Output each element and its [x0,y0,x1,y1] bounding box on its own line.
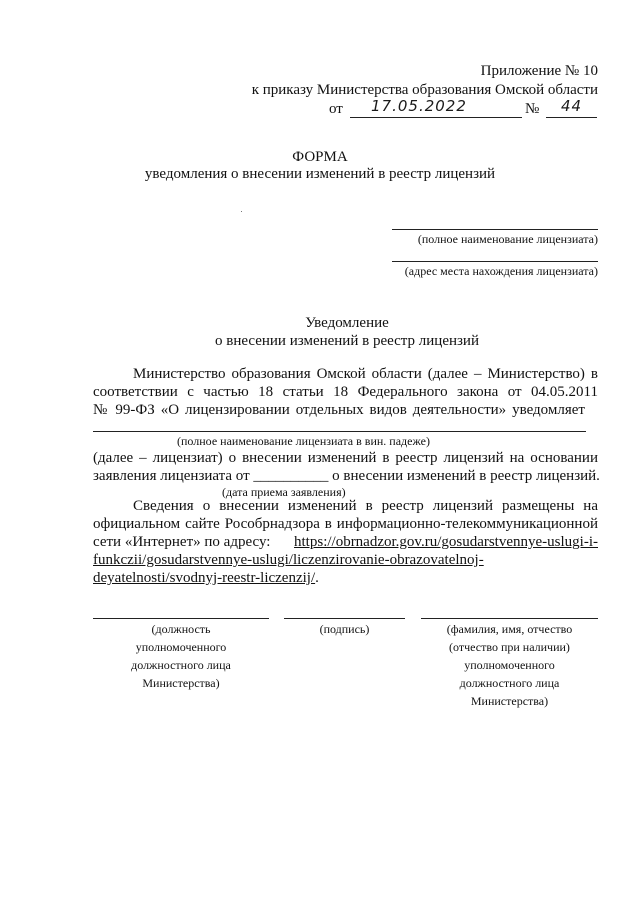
paragraph-3-line-2: официальном сайте Рособрнадзора в информационно-телекоммуникационной [93,516,598,532]
handwritten-order-number: 44 [561,97,583,115]
signature-caption-line: (подпись) [319,622,370,636]
full-name-caption-line: должностного лица [459,676,560,690]
licensee-address-line [392,261,598,262]
notice-title: Уведомление [305,315,389,331]
licensee-name-caption: (полное наименование лицензиата) [417,232,598,246]
licensee-accusative-caption: (полное наименование лицензиата в вин. падеже) [177,434,430,448]
registry-link-part-3[interactable]: deyatelnosti/svodnyj-reestr-liczenzij/ [93,570,316,586]
appendix-number: Приложение № 10 [480,63,598,79]
position-caption-line: должностного лица [131,658,231,672]
from-label: от [329,101,343,117]
form-subtitle: уведомления о внесении изменений в реестр лицензий [144,166,496,182]
application-date-label: заявления лицензиата от [93,468,250,484]
paragraph-1-line-3: № 99-ФЗ «О лицензировании отдельных видов деятельности» уведомляет [93,402,585,418]
full-name-caption [421,622,598,709]
position-caption-line: уполномоченного [135,640,227,654]
paragraph-3-line-5 [93,569,319,587]
order-reference: к приказу Министерства образования Омской области [251,82,598,98]
link-period: . [315,570,319,586]
paragraph-2-line-2 [93,467,600,485]
signature-caption [284,622,405,637]
position-caption [93,622,269,691]
position-signature-line [93,618,269,619]
full-name-caption-line: Министерства) [470,694,549,708]
handwritten-order-date: 17.05.2022 [371,97,467,115]
licensee-address-caption: (адрес места нахождения лицензиата) [404,264,598,278]
form-title: ФОРМА [292,149,348,165]
number-underline [546,117,597,118]
paragraph-2-line-1: (далее – лицензиат) о внесении изменений в реестр лицензий на основании [93,450,598,466]
licensee-accusative-line [93,431,586,432]
application-date-caption: (дата приема заявления) [222,485,346,499]
full-name-caption-line: уполномоченного [464,658,555,672]
scan-speck [241,211,242,212]
full-name-signature-line [421,618,598,619]
application-date-blank: __________ [253,468,329,484]
paragraph-3-line-4 [93,551,484,569]
full-name-caption-line: (фамилия, имя, отчество [446,622,573,636]
notice-subtitle: о внесении изменений в реестр лицензий [214,333,479,349]
licensee-name-line [392,229,598,230]
position-caption-line: Министерства) [142,676,220,690]
registry-link-part-1[interactable]: https://obrnadzor.gov.ru/gosudarstvennye-uslugi-i- [294,534,598,550]
position-caption-line: (должность [151,622,211,636]
paragraph-1-line-2: соответствии с частью 18 статьи 18 Федерального закона от 04.05.2011 [93,384,598,400]
full-name-caption-line: (отчество при наличии) [449,640,570,654]
signature-line [284,618,405,619]
registry-address-label: сети «Интернет» по адресу: [93,534,271,550]
date-underline [350,117,522,118]
application-date-suffix: о внесении изменений в реестр лицензий. [332,468,600,484]
paragraph-3-line-3 [93,533,598,551]
number-label: № [525,101,540,117]
paragraph-3-line-1: Сведения о внесении изменений в реестр лицензий размещены на [133,498,598,514]
registry-link-part-2[interactable]: funkczii/gosudarstvennye-uslugi/liczenzirovanie-obrazovatelnoj- [93,552,484,568]
paragraph-1-line-1: Министерство образования Омской области (далее – Министерство) в [133,366,598,382]
